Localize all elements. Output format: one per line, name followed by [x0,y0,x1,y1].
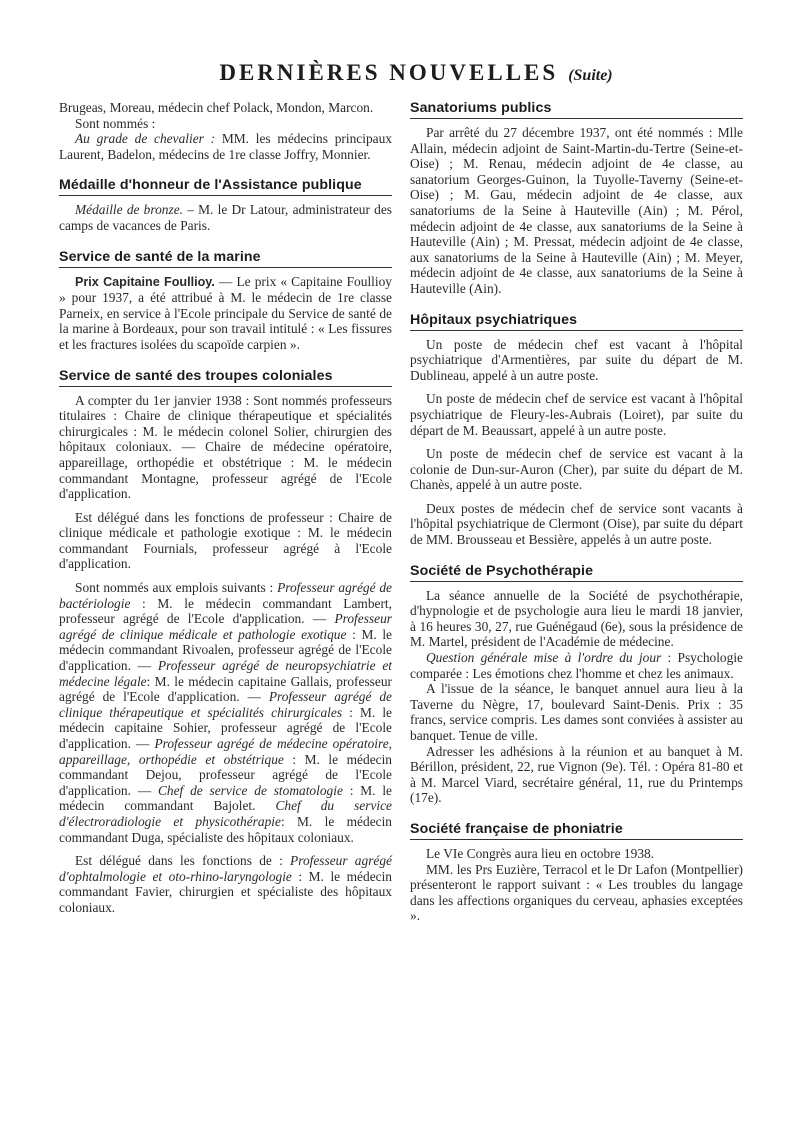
phoniatrie-p2: MM. les Prs Euzière, Terracol et le Dr Lafon (Montpellier) présenteront le rapport suivant : « Les troubles du langage dans les affections organiques du cerveau, aphasies exceptées ». [410,861,743,924]
hopitaux-p1: Un poste de médecin chef est vacant à l'hôpital psychiatrique d'Armentières, par suite du départ de M. Dublineau, appelé à un autre poste. [410,336,743,383]
marine-prize-label: Prix Capitaine Foullioy. [75,274,215,289]
text-run: : M. le médecin commandant Lambert, professeur agrégé de l'Ecole d'application. — [59,595,392,627]
section-title-hopitaux: Hôpitaux psychiatriques [410,312,743,331]
page-title: DERNIÈRES NOUVELLES [219,60,559,85]
coloniales-p1: A compter du 1er janvier 1938 : Sont nommés professeurs titulaires : Chaire de clinique thérapeutique et spécialités chirurgicales : M. le médecin colonel Solier, chirurgien des hôpitaux coloniaux. — Chaire de médecine opératoire, appareillage, orthopédie et obstétrique : M. le médecin commandant Montagne, professeur agrégé de l'Ecole d'application. [59,392,392,502]
intro-continuation: Brugeas, Moreau, médecin chef Polack, Mondon, Marcon. [59,100,374,115]
question-text: : Psychologie comparée : Les émotions chez l'homme et chez les animaux. [410,650,743,681]
section-title-coloniales: Service de santé des troupes coloniales [59,368,392,387]
right-column [410,100,743,924]
section-title-phoniatrie: Société française de phoniatrie [410,821,743,840]
italic-run: Chef de service de stomatologie [157,782,343,798]
chevalier-text: MM. les médecins principaux Laurent, Badelon, médecins de 1re classe Joffry, Monnier. [59,131,392,162]
section-title-marine: Service de santé de la marine [59,249,392,268]
medaille-text: – M. le Dr Latour, administrateur des camps de vacances de Paris. [59,202,392,233]
text-run: Est délégué dans les fonctions de : [75,853,291,869]
intro-sont-nommes: Sont nommés : [75,115,156,131]
left-column [59,100,392,916]
phoniatrie-p1: Le VIe Congrès aura lieu en octobre 1938. [426,845,655,861]
chevalier-label: Au grade de chevalier : [75,131,216,147]
coloniales-p3 [59,580,392,845]
italic-run: Professeur agrégé d'ophtalmologie et oto-rhino-laryngologie [59,853,392,884]
text-run: : M. le médecin commandant Rivoalen, professeur agrégé de l'Ecole d'application. — [59,626,392,674]
text-run: : M. le médecin capitaine Sohier, professeur agrégé de l'Ecole d'application. — [59,704,392,751]
page-header [186,60,646,86]
section-title-medaille: Médaille d'honneur de l'Assistance publique [59,177,392,196]
text-run: : M. le médecin capitaine Gallais, professeur agrégé de l'Ecole d'application. — [59,673,392,705]
intro-chevalier [59,131,392,162]
text-run: : M. le médecin commandant Favier, chirurgien et spécialiste des hôpitaux coloniaux. [59,868,392,915]
hopitaux-p2: Un poste de médecin chef de service est vacant à l'hôpital psychiatrique de Fleury-les-Aubrais (Loiret), par suite du départ de M. Beaussart, appelé à un autre poste. [410,391,743,438]
section-title-psychotherapie: Société de Psychothérapie [410,563,743,582]
question-label: Question générale mise à l'ordre du jour [426,650,662,666]
sanatoriums-paragraph: Par arrêté du 27 décembre 1937, ont été nommés : Mlle Allain, médecin adjoint de Saint-Martin-du-Tertre (Seine-et-Oise) ; M. Renau, médecin adjoint de 4e classe, au sanatorium Georges-Guinon, la Tuyolle-Taverny (Seine-et-Oise) ; M. Gau, médecin adjoint de 4e classe, aux sanatoriums de la Seine à Hauteville (Ain) ; M. Pérol, médecin adjoint de 4e classe, aux sanatoriums de la Seine à Hauteville (Ain) ; M. Pressat, médecin adjoint de 4e classe, aux sanatoriums de la Seine à Hauteville (Ain) ; M. Meyer, médecin adjoint de 4e classe, aux sanatoriums de la Seine à Hauteville (Ain). [410,125,743,296]
italic-run: Professeur agrégé de neuropsychiatrie et médecine légale [59,658,392,689]
section-title-sanatoriums: Sanatoriums publics [410,100,743,119]
text-run: : M. le médecin commandant Dejou, professeur agrégé de l'Ecole d'application. — [59,751,392,798]
text-run: Sont nommés aux emplois suivants : [75,580,278,596]
psychotherapie-p1: La séance annuelle de la Société de psychothérapie, d'hypnologie et de psychologie aura lieu le mardi 18 janvier, à 16 heures 30, 27, rue Guénégaud (6e), sous la présidence de M. Martel, président de l'Académie de médecine. [410,587,743,650]
text-run: : M. le médecin commandant Duga, spécialiste des hôpitaux coloniaux. [59,813,392,845]
text-run: : M. le médecin commandant Bajolet. [59,782,392,814]
coloniales-p2: Est délégué dans les fonctions de professeur : Chaire de clinique médicale et pathologie exotique : M. le médecin commandant Fournials, professeur agrégé à l'Ecole d'application. [59,509,392,572]
hopitaux-p4: Deux postes de médecin chef de service sont vacants à l'hôpital psychiatrique de Clermont (Oise), par suite du départ de MM. Brousseau et Bessière, appelés à un autre poste. [410,500,743,548]
page-title-suite: (Suite) [568,67,613,84]
psychotherapie-p4: Adresser les adhésions à la réunion et au banquet à M. Bérillon, président, 22, rue Vignon (9e). Tél. : Opéra 81-80 et à M. Marcel Viard, secrétaire général, 11, rue du Printemps (17e). [410,743,743,806]
hopitaux-p3: Un poste de médecin chef de service est vacant à la colonie de Dun-sur-Auron (Cher), par suite du départ de M. Chanès, appelé à un autre poste. [410,446,743,493]
italic-run: Chef du service d'électroradiologie et physicothérapie [59,798,392,829]
italic-run: Professeur agrégé de bactériologie [59,580,392,611]
italic-run: Professeur agrégé de médecine opératoire, appareillage, orthopédie et obstétrique [59,736,392,767]
marine-text: — Le prix « Capitaine Foullioy » pour 1937, a été attribué à M. le médecin de 1re classe Parneix, en service à l'Ecole principale du Service de santé de la marine à Bordeaux, pour son travail intitulé : « Les fissures et les fractures isolées du scapoïde carpien ». [59,273,392,352]
medaille-paragraph [59,202,392,233]
italic-run: Professeur agrégé de clinique médicale et pathologie exotique [59,611,392,642]
medaille-label: Médaille de bronze. [75,202,183,218]
marine-paragraph [59,274,392,353]
coloniales-p4 [59,853,392,915]
psychotherapie-p2 [410,650,743,681]
psychotherapie-p3: A l'issue de la séance, le banquet annuel aura lieu à la Taverne du Nègre, 17, boulevard Saint-Denis. Prix : 35 francs, service compris. Les dames sont conviées à assister au banquet. Tenue de ville. [410,681,743,743]
italic-run: Professeur agrégé de clinique thérapeutique et spécialités chirurgicales [59,689,392,720]
